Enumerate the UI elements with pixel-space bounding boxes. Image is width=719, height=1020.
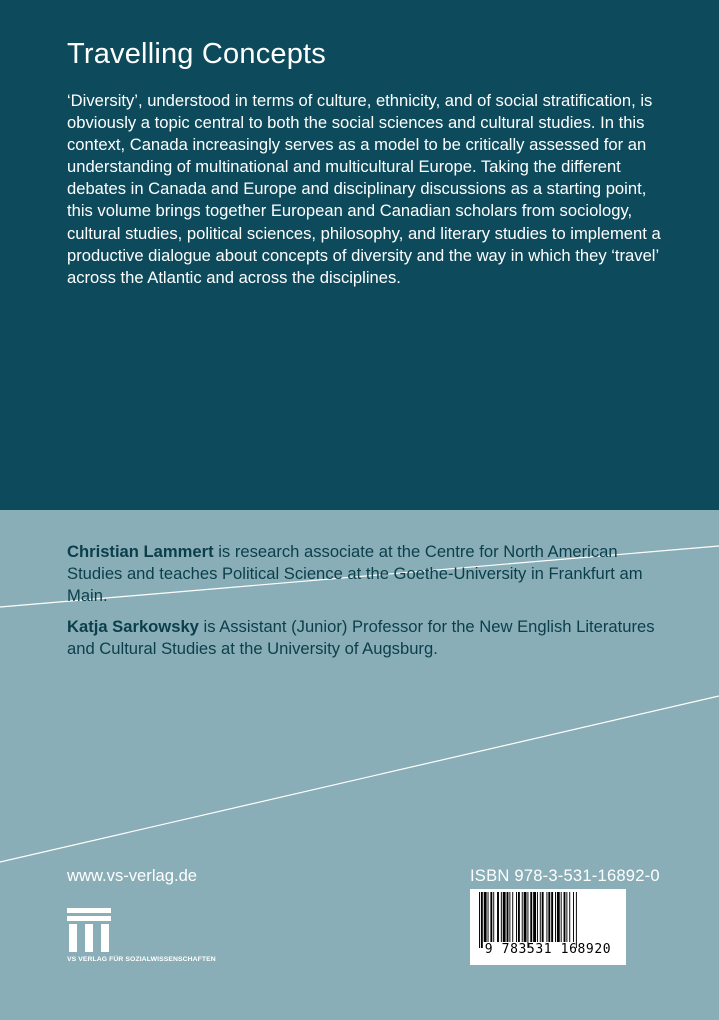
author-bio-text-2: is Assistant (Junior) Professor for the New English Literatures and Cultural Studies at the University of Augsburg. bbox=[67, 617, 655, 659]
book-title: Travelling Concepts bbox=[67, 38, 327, 70]
author-name-1: Christian Lammert bbox=[67, 542, 214, 561]
barcode bbox=[470, 889, 626, 965]
publisher-website: www.vs-verlag.de bbox=[67, 866, 198, 885]
author-bio-2 bbox=[67, 616, 667, 660]
book-description: ‘Diversity’, understood in terms of culture, ethnicity, and of social stratification, is obviously a topic central to both the social sciences and cultural studies. In this context, Canada increasingly serves as a model to be critically assessed for an understanding of multinational and multicultural Europe. Taking the different debates in Canada and Europe and disciplinary discussions as a starting point, this volume brings together European and Canadian scholars from sociology, cultural studies, political sciences, philosophy, and literary studies to implement a productive dialogue about concepts of diversity and the way in which they ‘travel’ across the Atlantic and across the disciplines. bbox=[67, 91, 661, 287]
barcode-digits: 9 783531 168920 bbox=[484, 942, 612, 957]
isbn-label: ISBN 978-3-531-16892-0 bbox=[470, 866, 660, 885]
publisher-logo-icon bbox=[67, 908, 111, 957]
publisher-name: VS VERLAG FÜR SOZIALWISSENSCHAFTEN bbox=[67, 956, 216, 963]
author-name-2: Katja Sarkowsky bbox=[67, 617, 199, 636]
author-bio-1 bbox=[67, 541, 667, 608]
author-bio-text-1: is research associate at the Centre for North American Studies and teaches Political Science at the Goethe-University in Frankfurt am Main. bbox=[67, 542, 643, 606]
